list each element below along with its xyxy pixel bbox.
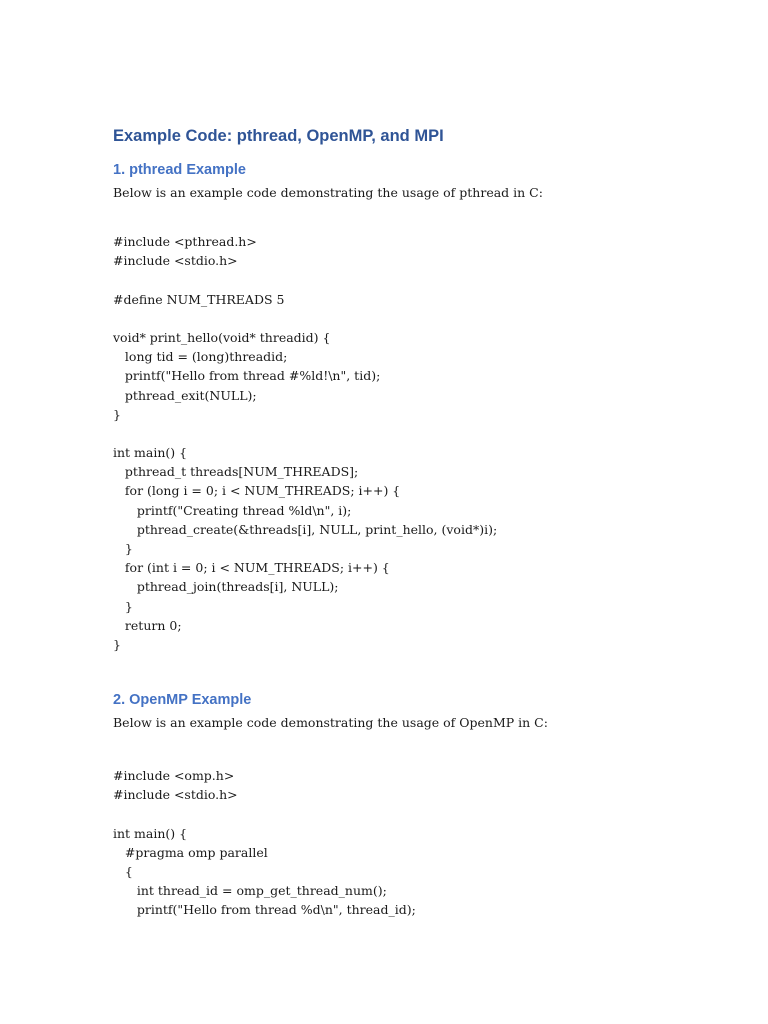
code-line: void* print_hello(void* threadid) { xyxy=(113,329,331,345)
code-block-pthread xyxy=(113,232,673,654)
code-line: for (int i = 0; i < NUM_THREADS; i++) { xyxy=(113,560,390,576)
document-title: Example Code: pthread, OpenMP, and MPI xyxy=(113,127,444,145)
code-line: int main() { xyxy=(113,445,188,461)
code-line: pthread_join(threads[i], NULL); xyxy=(113,579,339,595)
code-line: #include <stdio.h> xyxy=(113,253,238,269)
code-line: pthread_exit(NULL); xyxy=(113,387,257,403)
code-line: printf("Hello from thread %d\n", thread_id); xyxy=(113,902,416,918)
code-line: for (long i = 0; i < NUM_THREADS; i++) { xyxy=(113,483,401,499)
document-content xyxy=(113,122,673,920)
code-line: { xyxy=(113,864,133,880)
code-line: #include <omp.h> xyxy=(113,768,235,784)
section-heading-pthread: 1. pthread Example xyxy=(113,162,246,178)
code-line: #include <stdio.h> xyxy=(113,787,238,803)
code-line: int main() { xyxy=(113,825,188,841)
code-line: #include <pthread.h> xyxy=(113,234,257,249)
code-line xyxy=(113,309,673,328)
code-line: int thread_id = omp_get_thread_num(); xyxy=(113,883,387,899)
code-line xyxy=(113,805,673,824)
code-line xyxy=(113,424,673,443)
code-line xyxy=(113,270,673,289)
code-line: } xyxy=(113,636,121,652)
code-line: } xyxy=(113,541,133,556)
code-line: pthread_t threads[NUM_THREADS]; xyxy=(113,464,359,480)
code-line: pthread_create(&threads[i], NULL, print_hello, (void*)i); xyxy=(113,521,498,537)
code-line: printf("Creating thread %ld\n", i); xyxy=(113,502,352,518)
code-line: #pragma omp parallel xyxy=(113,844,268,860)
section-intro-openmp: Below is an example code demonstrating the usage of OpenMP in C: xyxy=(113,715,548,731)
code-line: } xyxy=(113,406,121,422)
code-line: return 0; xyxy=(113,617,182,633)
code-block-openmp xyxy=(113,766,673,920)
code-line: #define NUM_THREADS 5 xyxy=(113,291,285,307)
code-line: long tid = (long)threadid; xyxy=(113,349,288,365)
section-intro-pthread: Below is an example code demonstrating the usage of pthread in C: xyxy=(113,185,543,200)
code-line: } xyxy=(113,598,133,614)
section-heading-openmp: 2. OpenMP Example xyxy=(113,692,252,709)
code-line: printf("Hello from thread #%ld!\n", tid); xyxy=(113,368,381,384)
